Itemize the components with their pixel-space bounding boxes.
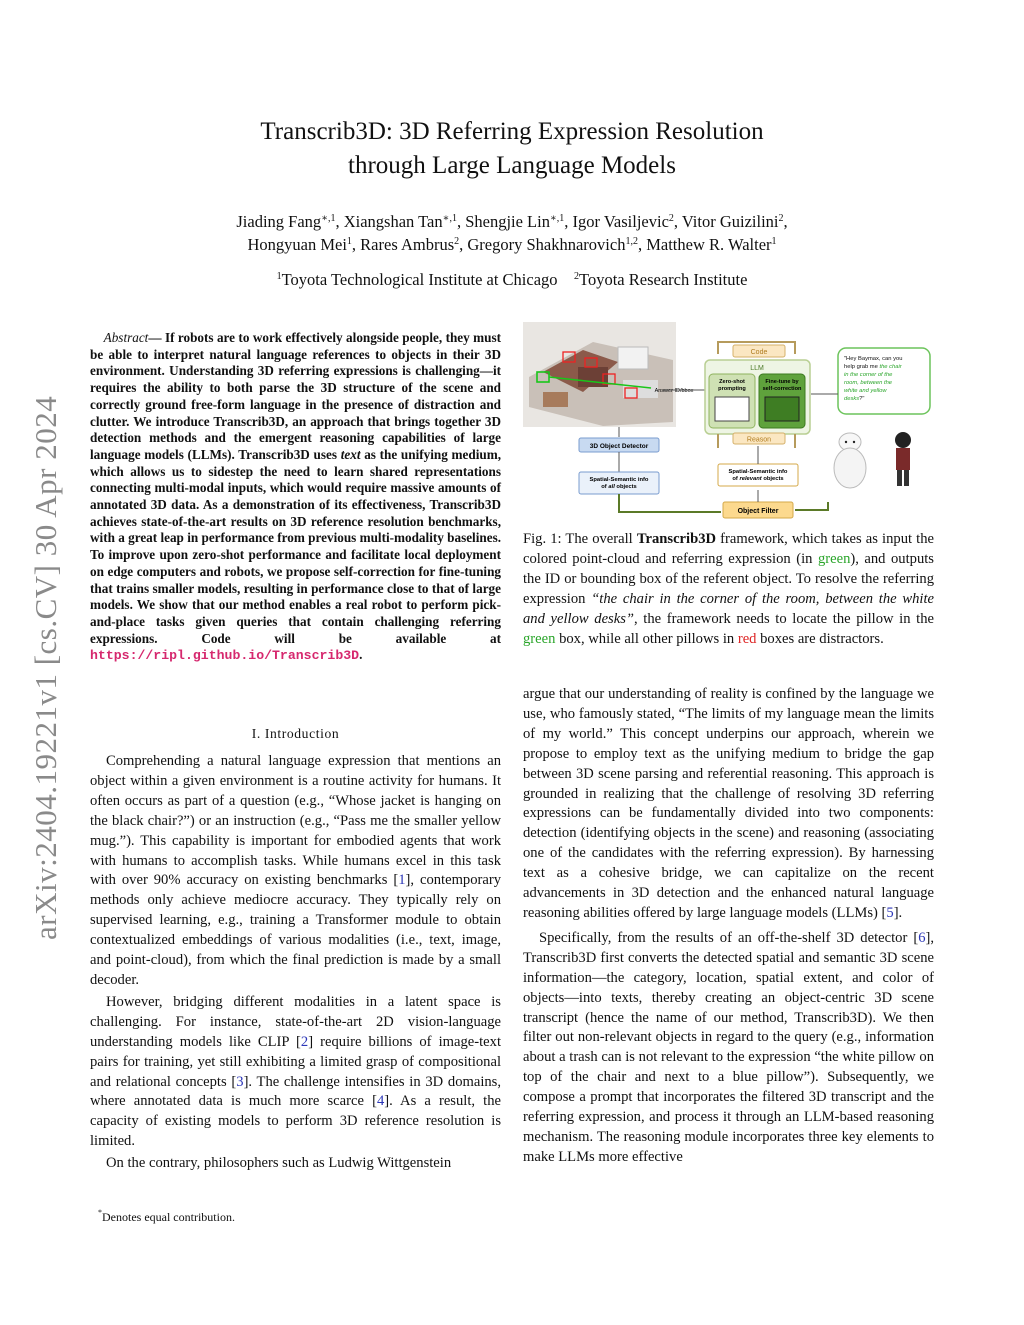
- hiro-figure: [895, 432, 911, 486]
- author-name: Matthew R. Walter: [646, 235, 772, 254]
- author-name: Shengjie Lin: [465, 212, 550, 231]
- author-name: Vitor Guizilini: [681, 212, 779, 231]
- spatial-relevant-box: [718, 464, 798, 486]
- figure-1: [523, 322, 934, 522]
- author-name: Rares Ambrus: [360, 235, 455, 254]
- author-name: Igor Vasiljevic: [572, 212, 669, 231]
- svg-text:Zero-shotprompting: Zero-shot prompting: [718, 379, 746, 392]
- left-column-body: [90, 752, 501, 1174]
- figure-caption: Fig. 1: The overall Transcrib3D framework, which takes as input the colored point-cloud and referring expression (in green), and outputs the ID or bounding box of the referent object. To resolve the referring expression “the chair in the corner of the room, between the white and yellow desks”, the framework needs to locate the pillow in the green box, while all other pillows in red boxes are distractors.: [523, 531, 934, 647]
- author-name: Gregory Shakhnarovich: [467, 235, 626, 254]
- right-paragraph-2: Specifically, from the results of an off-the-shelf 3D detector [6], Transcrib3D first converts the detected spatial and semantic 3D scene information—the category, location, spatial extent, and color of objects—into texts, thereby creating an object-centric 3D scene transcript (hence the name of our method, Transcrib3D). We then filter out non-relevant objects in regard to the query (e.g., information about a trash can is not relevant to the expression “the white pillow on top of the chair and next to a blue pillow”). Subsequently, we compose a prompt that incorporates the filtered 3D transcript and the referring expression, and process it through an LLM-based reasoning mechanism. The reasoning module incorporates three key elements to make LLMs more effective: [523, 929, 934, 1165]
- svg-text:Fine-tune byself-correction: Fine-tune by self-correction: [762, 379, 802, 392]
- right-paragraph-1: argue that our understanding of reality is confined by the language we use, who famously stated, “The limits of my language mean the limits of my world.” This concept underpins our approach, wherein we propose to employ text as the unifying medium to bridge the gap between 3D scene parsing and referential reasoning. This approach is grounded in realizing that the challenge of resolving 3D referring expressions can be fundamentally divided into two components: detection (identifying objects in the scene) and reasoning (associating one of the candidates with the referring expression). By harnessing text as a cohesive bridge, we can capitalize on the recent advancements in 3D detection and the enhanced natural language reasoning abilities offered by large language models (LLMs) [5].: [523, 686, 934, 921]
- affiliations: $^1$Toyota Technological Institute at Chicago $^2$Toyota Research Institute: [276, 270, 748, 289]
- section-heading: I. Introduction: [251, 726, 340, 741]
- intro-paragraph-3: On the contrary, philosophers such as Ludwig Wittgenstein: [106, 1155, 452, 1172]
- arxiv-stamp: arXiv:2404.19221v1 [cs.CV] 30 Apr 2024: [28, 395, 63, 940]
- intro-paragraph-2: However, bridging different modalities in a latent space is challenging. For instance, state-of-the-art 2D vision-language understanding models like CLIP [2] require billions of image-text pairs for training, yet still exhibiting a limited grasp of compositional and relational concepts [3]. The challenge intensifies in 3D domains, where annotated data is much more scarce [4]. As a result, the capacity of existing models to perform 3D reference resolution is limited.: [90, 993, 501, 1150]
- baymax-figure: [834, 433, 866, 488]
- spatial-all-box: [579, 472, 659, 494]
- right-column-body: [523, 685, 934, 1168]
- author-name: Hongyuan Mei: [247, 235, 347, 254]
- svg-text:Spatial-Semantic infoof releva: Spatial-Semantic info of relevant objects: [728, 469, 788, 482]
- author-name: Xiangshan Tan: [343, 212, 443, 231]
- answer-label: Answer ID/bbox: [654, 388, 694, 394]
- author-name: Jiading Fang: [236, 212, 322, 231]
- author-list: Jiading Fang$^{∗,1}$, Xiangshan Tan$^{∗,1}$, Shengjie Lin$^{∗,1}$, Igor Vasiljevic$^2$, Vitor Guizilini$^2$, Hongyuan Mei$^1$, Rares Ambrus$^2$, Gregory Shakhnarovich$^{1,2}$, Matthew R. Walter$^1$: [236, 212, 788, 254]
- svg-text:"Hey Baymax, can you help: "Hey Baymax, can you help grab me the chair in the corner of the room, between the white and yellow desks?": [844, 356, 903, 402]
- code-link[interactable]: https://ripl.github.io/Transcrib3D: [90, 648, 360, 664]
- intro-paragraph-1: Comprehending a natural language expression that mentions an object within a given environment is a routine activity for humans. It often occurs as part of a question (e.g., “Whose jacket is hanging on the black chair?”) or an instruction (e.g., “Pass me the smaller yellow mug.”). This capability is important for embodied agents that work with humans to accomplish tasks. While humans excel in this task with over 90% accuracy on existing benchmarks [1], contemporary methods only achieve mediocre accuracy. They typically rely on supervised learning, e.g., training a Transformer module to obtain contextualized embeddings of various modalities (i.e., text, image, and point-cloud), from which the final prediction is made by a small decoder.: [90, 753, 502, 988]
- svg-text:Object Filter: Object Filter: [737, 508, 779, 515]
- paper-title: Transcrib3D: 3D Referring Expression Resolution through Large Language Models: [260, 118, 764, 179]
- footnote: *Denotes equal contribution.: [98, 1208, 235, 1224]
- svg-text:Reason: Reason: [746, 436, 772, 444]
- abstract: Abstract— If robots are to work effectively alongside people, they must be able to interpret natural language references to objects in their 3D environment. Understanding 3D referring expressions is challenging—it requires the ability to both parse the 3D structure of the scene and correctly ground free-form language in the presence of distraction and clutter. We introduce Transcrib3D, an approach that brings together 3D detection methods and the emergent reasoning capabilities of large language models (LLMs). Transcrib3D uses text as the unifying medium, which allows us to sidestep the need to learn shared representations connecting multi-modal inputs, which would require massive amounts of annotated 3D data. As a demonstration of its effectiveness, Transcrib3D achieves state-of-the-art results on 3D reference resolution benchmarks, with a great leap in performance from previous multi-modality baselines. To improve upon zero-shot performance and facilitate local deployment on edge computers and robots, we propose self-correction for fine-tuning that trains smaller models, resulting in performance close to that of large models. We show that our method enables a real robot to perform pick-and-place tasks given queries that contain challenging referring expressions. Code will be available at https://ripl.github.io/Transcrib3D.: [90, 330, 502, 664]
- point-cloud-image: [523, 322, 676, 427]
- svg-text:LLM: LLM: [750, 365, 764, 372]
- svg-text:3D Object Detector: 3D Object Detector: [589, 443, 649, 450]
- svg-text:Spatial-Semantic infoof all ob: Spatial-Semantic info of all objects: [589, 477, 649, 490]
- svg-text:Code: Code: [750, 349, 768, 356]
